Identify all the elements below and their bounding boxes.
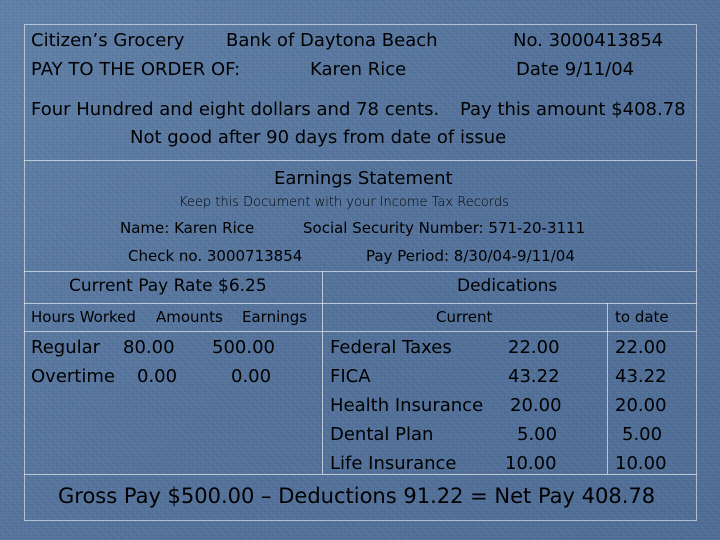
pay-rate: Current Pay Rate $6.25: [69, 276, 267, 296]
to-date-header: to date: [615, 308, 669, 326]
deduction-label: Health Insurance: [330, 395, 484, 416]
divider-line: [24, 160, 697, 161]
earnings-row-hours: 0.00: [137, 366, 178, 387]
divider-line: [24, 303, 697, 304]
deduction-label: FICA: [330, 366, 371, 387]
pay-summary: Gross Pay $500.00 – Deductions 91.22 = Net Pay 408.78: [58, 484, 656, 508]
statement-title: Earnings Statement: [274, 168, 453, 189]
deduction-to-date: 10.00: [615, 453, 667, 474]
deductions-title: Dedications: [457, 276, 558, 296]
check-date: Date 9/11/04: [516, 59, 635, 80]
deduction-current: 43.22: [508, 366, 560, 387]
divider-line: [24, 271, 697, 272]
pay-period: Pay Period: 8/30/04-9/11/04: [366, 247, 575, 265]
earnings-row-amount: 500.00: [212, 337, 275, 358]
current-header: Current: [436, 308, 493, 326]
divider-line: [24, 474, 697, 475]
amount-numeric: Pay this amount $408.78: [460, 99, 686, 120]
check-number: No. 3000413854: [513, 30, 664, 51]
deduction-to-date: 22.00: [615, 337, 667, 358]
deduction-label: Dental Plan: [330, 424, 434, 445]
statement-note: Keep this Document with your Income Tax Records: [179, 195, 509, 210]
deduction-label: Life Insurance: [330, 453, 457, 474]
earnings-row-amount: 0.00: [231, 366, 272, 387]
payer-name: Citizen’s Grocery: [31, 30, 185, 51]
amount-in-words: Four Hundred and eight dollars and 78 cents.: [31, 99, 440, 120]
deduction-to-date: 43.22: [615, 366, 667, 387]
statement-check-no: Check no. 3000713854: [128, 247, 303, 265]
deduction-current: 20.00: [510, 395, 562, 416]
validity-note: Not good after 90 days from date of issue: [130, 127, 507, 148]
pay-to-label: PAY TO THE ORDER OF:: [31, 59, 241, 80]
deduction-label: Federal Taxes: [330, 337, 452, 358]
deduction-to-date: 5.00: [622, 424, 663, 445]
earnings-row-hours: 80.00: [123, 337, 175, 358]
payee-name: Karen Rice: [310, 59, 407, 80]
deduction-current: 22.00: [508, 337, 560, 358]
ssn: Social Security Number: 571-20-3111: [303, 219, 586, 237]
employee-name: Name: Karen Rice: [120, 219, 255, 237]
amounts-header: Amounts: [156, 308, 223, 326]
earnings-row-label: Overtime: [31, 366, 115, 387]
column-divider: [322, 271, 323, 474]
deduction-to-date: 20.00: [615, 395, 667, 416]
divider-line: [24, 331, 697, 332]
bank-name: Bank of Daytona Beach: [226, 30, 438, 51]
hours-header: Hours Worked: [31, 308, 136, 326]
earnings-row-label: Regular: [31, 337, 101, 358]
deduction-current: 5.00: [517, 424, 558, 445]
deduction-current: 10.00: [505, 453, 557, 474]
earnings-header: Earnings: [242, 308, 308, 326]
column-divider: [607, 303, 608, 474]
